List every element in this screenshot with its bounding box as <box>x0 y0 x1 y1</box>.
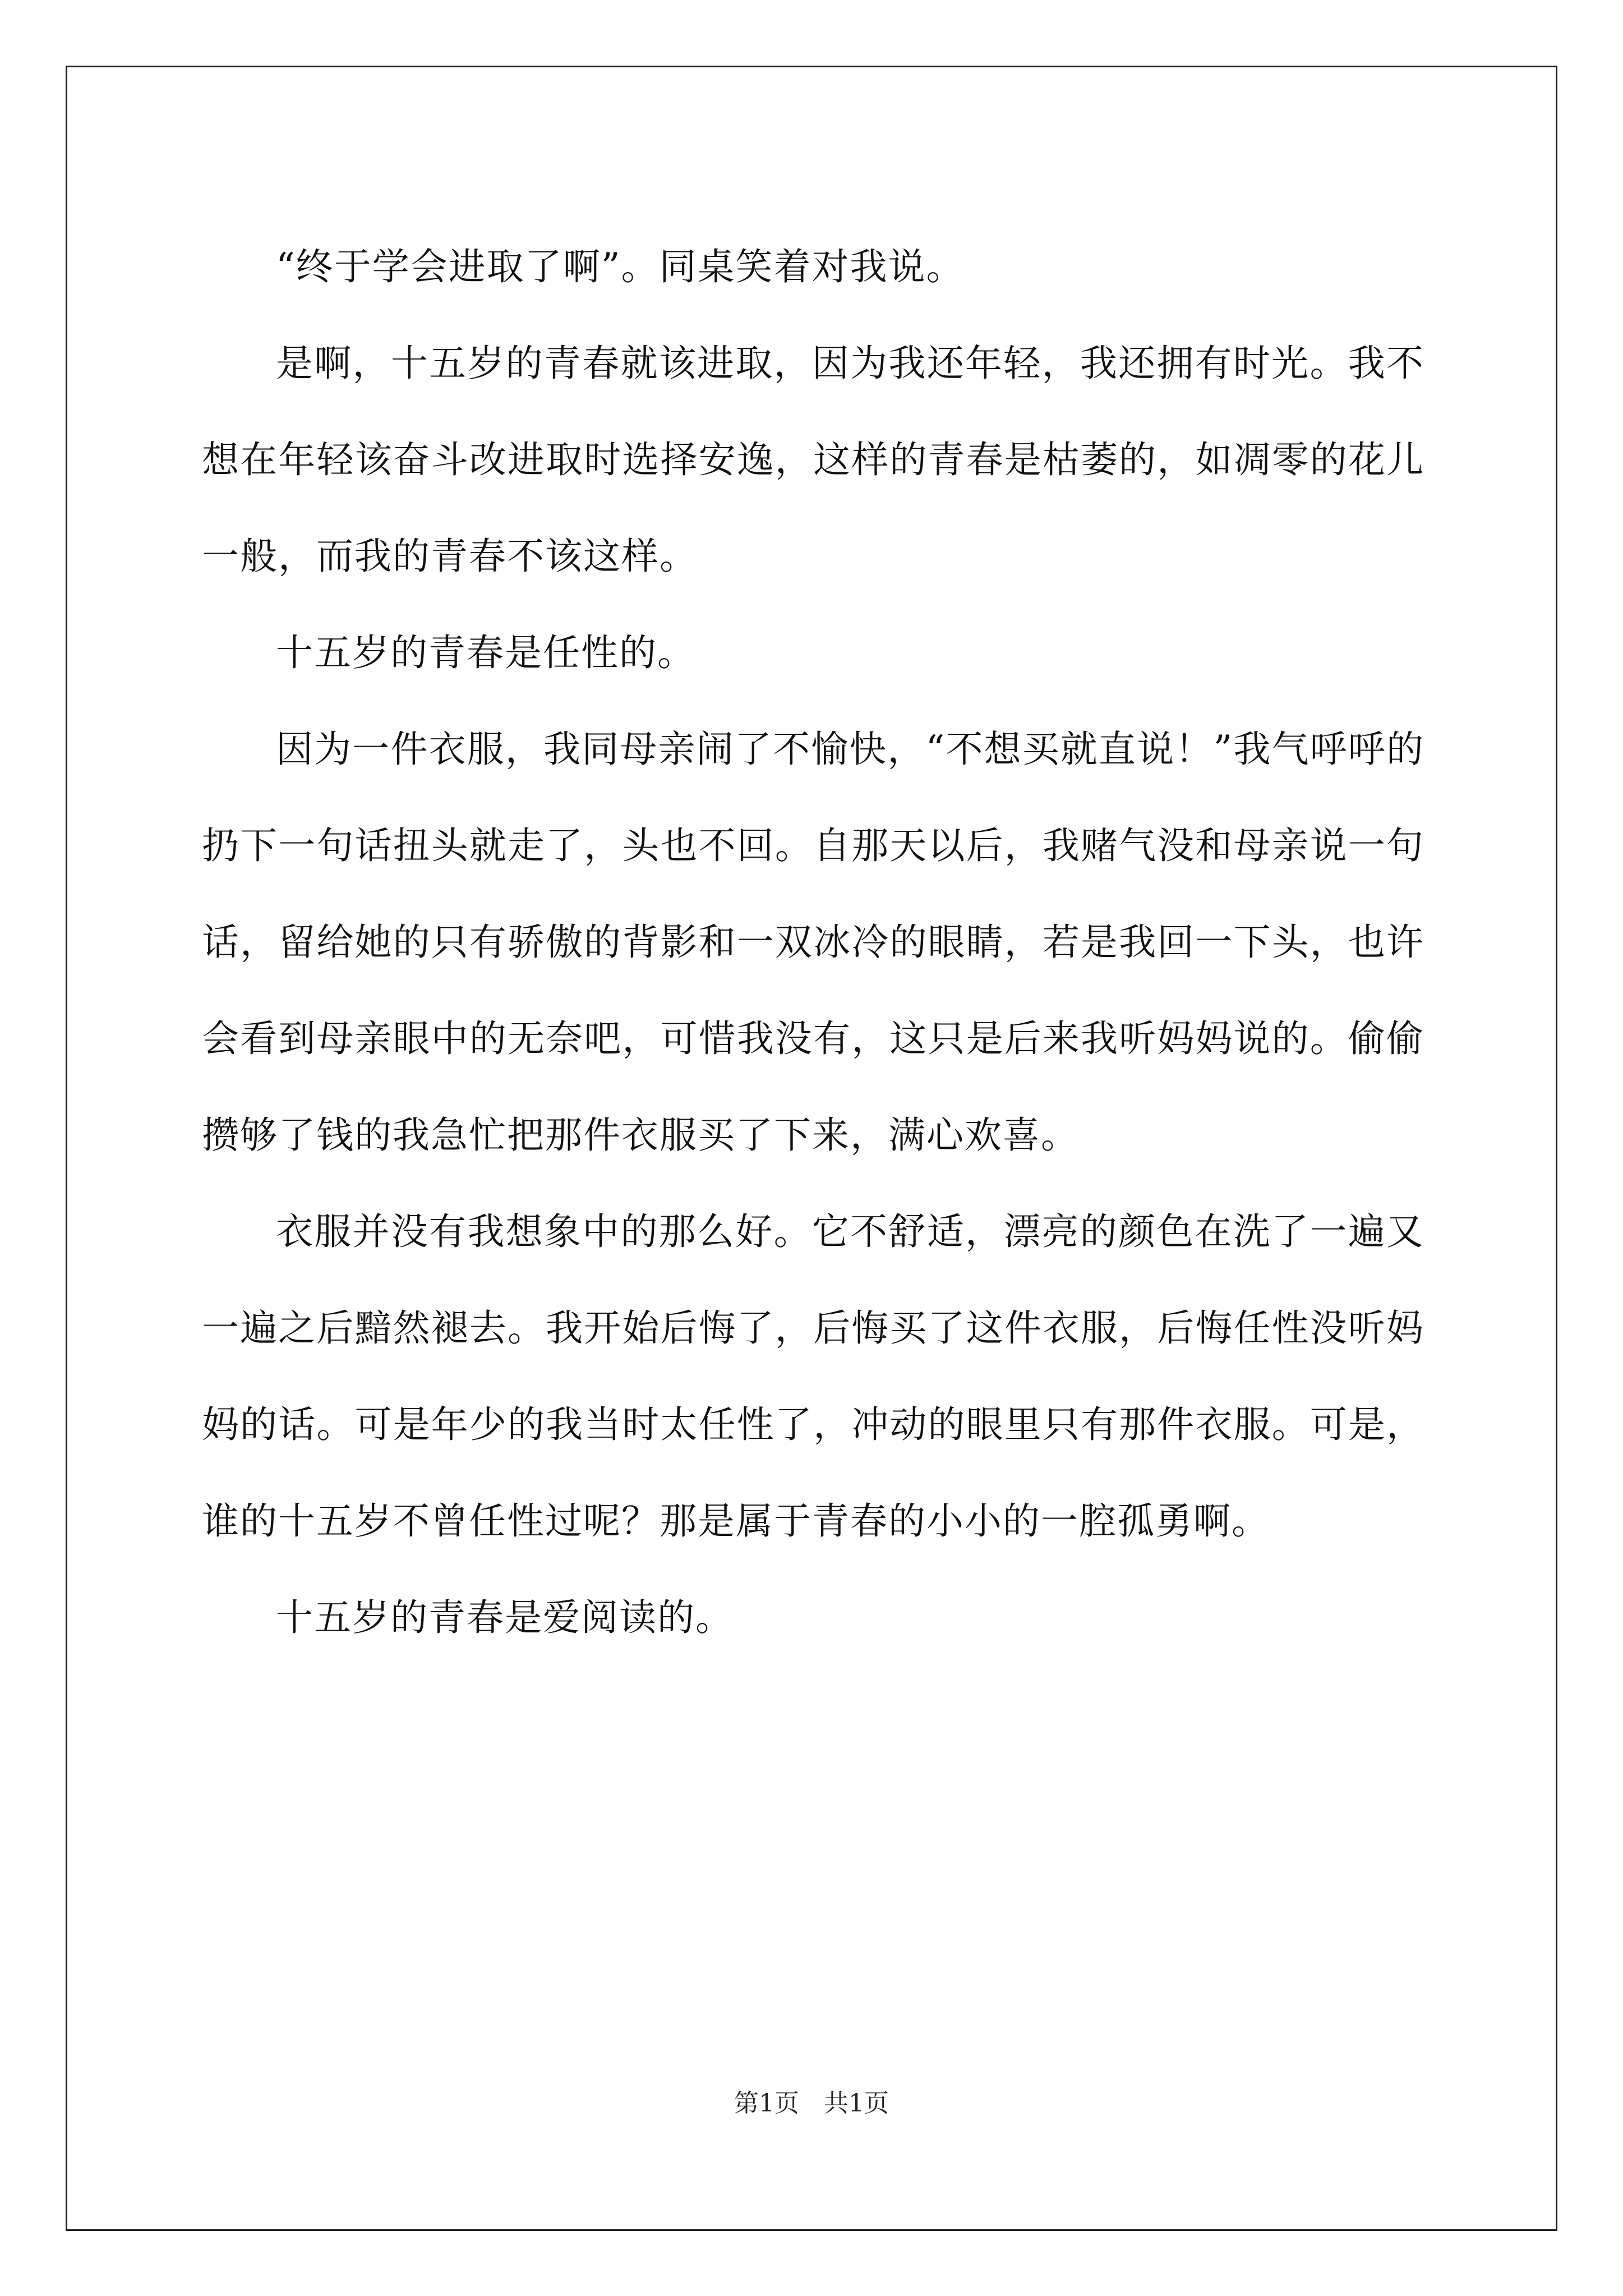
paragraph: 十五岁的青春是爱阅读的。 <box>276 1596 734 1639</box>
paragraph: 十五岁的青春是任性的。 <box>276 631 695 674</box>
paragraph: “终于学会进取了啊”。同桌笑着对我说。 <box>276 245 965 288</box>
paragraph: 因为一件衣服，我同母亲闹了不愉快，“不想买就直说！”我气呼呼的扔下一句话扭头就走了，头也不回。自那天以后，我赌气没和母亲说一句话，留给她的只有骄傲的背影和一双冰冷的眼睛，若是我回一下头，也许会看到母亲眼中的无奈吧，可惜我没有，这只是后来我听妈妈说的。偷偷攒够了钱的我急忙把那件衣服买了下来，满心欢喜。 <box>202 728 1424 1157</box>
page-number: 第1页 共1页 <box>734 2089 889 2118</box>
paragraph: 衣服并没有我想象中的那么好。它不舒适，漂亮的颜色在洗了一遍又一遍之后黯然褪去。我开始后悔了，后悔买了这件衣服，后悔任性没听妈妈的话。可是年少的我当时太任性了，冲动的眼里只有那件衣服。可是，谁的十五岁不曾任性过呢？那是属于青春的小小的一腔孤勇啊。 <box>202 1210 1424 1543</box>
document-body <box>202 219 1424 1666</box>
paragraph: 是啊，十五岁的青春就该进取，因为我还年轻，我还拥有时光。我不想在年轻该奋斗改进取时选择安逸，这样的青春是枯萎的，如凋零的花儿一般，而我的青春不该这样。 <box>202 342 1424 578</box>
